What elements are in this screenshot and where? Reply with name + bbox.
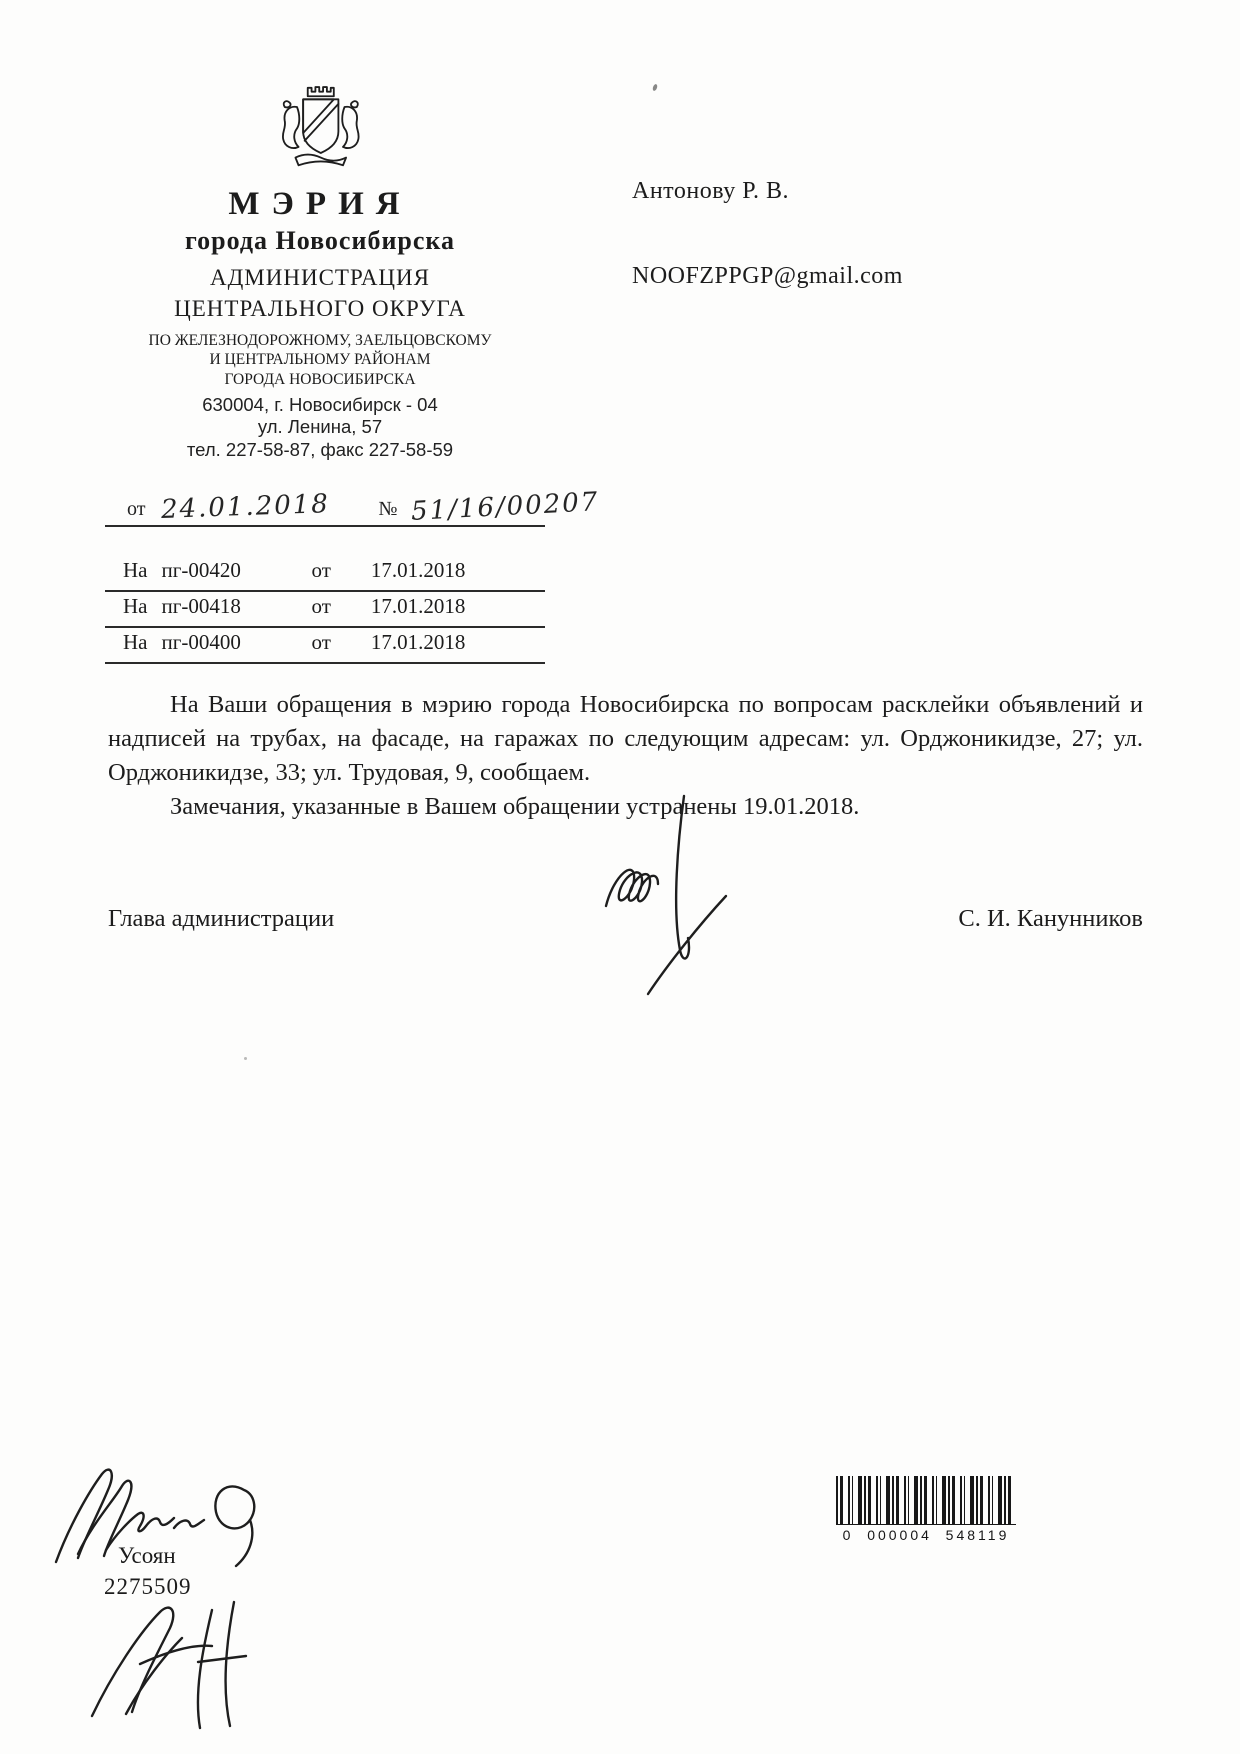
signer-title: Глава администрации (108, 905, 335, 932)
ref-number: пг-00418 (161, 594, 241, 618)
visa-phone: 2275509 (104, 1574, 192, 1599)
head-of-administration-signature (588, 788, 738, 998)
ref-prefix: На (123, 594, 148, 618)
outgoing-date-handwritten: 24.01.2018 (161, 489, 331, 525)
reference-row (105, 628, 545, 664)
dept-line2: ЦЕНТРАЛЬНОГО ОКРУГА (174, 296, 466, 322)
ref-prefix: На (123, 558, 148, 582)
district-line2: И ЦЕНТРАЛЬНОМУ РАЙОНАМ (209, 351, 431, 369)
ref-prefix: На (123, 630, 148, 654)
barcode (836, 1476, 1016, 1543)
org-name-line2: города Новосибирска (184, 226, 456, 256)
ref-number: пг-00420 (161, 558, 241, 582)
postal-address: 630004, г. Новосибирск - 04 (202, 393, 438, 415)
ref-date: 17.01.2018 (370, 558, 466, 582)
ref-number: пг-00400 (161, 630, 241, 654)
body-paragraph-2: Замечания, указанные в Вашем обращении устранены 19.01.2018. (170, 793, 860, 820)
signer-name: С. И. Канунников (958, 905, 1143, 932)
ref-from-label: от (311, 594, 331, 618)
outgoing-number-label: № (378, 498, 398, 520)
barcode-digits: 0 000004 548119 (842, 1527, 1010, 1543)
scan-speck (244, 1057, 247, 1060)
district-line1: ПО ЖЕЛЕЗНОДОРОЖНОМУ, ЗАЕЛЬЦОВСКОМУ (148, 331, 492, 349)
ref-from-label: от (311, 558, 331, 582)
phone-fax: тел. 227-58-87, факс 227-58-59 (186, 439, 454, 461)
outgoing-date-label: от (127, 498, 146, 520)
novosibirsk-coat-of-arms-icon (274, 82, 366, 178)
barcode-bars (836, 1476, 1016, 1525)
reference-row (105, 556, 545, 592)
district-line3: ГОРОДА НОВОСИБИРСКА (224, 370, 416, 388)
outgoing-number-row (105, 487, 601, 527)
recipient-block (632, 178, 1052, 290)
recipient-name: Антонову Р. В. (632, 178, 790, 204)
ref-date: 17.01.2018 (370, 630, 466, 654)
visa-signature-bottom (82, 1592, 312, 1737)
incoming-references (105, 556, 545, 664)
visa-name: Усоян (118, 1543, 176, 1568)
letterhead (105, 82, 535, 462)
street-address: ул. Ленина, 57 (257, 416, 383, 438)
body-paragraph-1: На Ваши обращения в мэрию города Новосибирска по вопросам расклейки объявлений и надписей на трубах, на фасаде, на гаражах по следующим адресам: ул. Орджоникидзе, 27; ул. Орджоникидзе, 33; ул. Трудовая, 9, сообщаем. (108, 691, 1143, 786)
reference-row (105, 592, 545, 628)
org-name-line1: МЭРИЯ (228, 186, 412, 222)
recipient-email: NOOFZPPGP@gmail.com (632, 263, 903, 289)
ref-date: 17.01.2018 (370, 594, 466, 618)
outgoing-number-handwritten: 51/16/00207 (410, 487, 601, 527)
ref-from-label: от (311, 630, 331, 654)
scan-speck (652, 84, 658, 92)
dept-line1: АДМИНИСТРАЦИЯ (210, 265, 430, 291)
